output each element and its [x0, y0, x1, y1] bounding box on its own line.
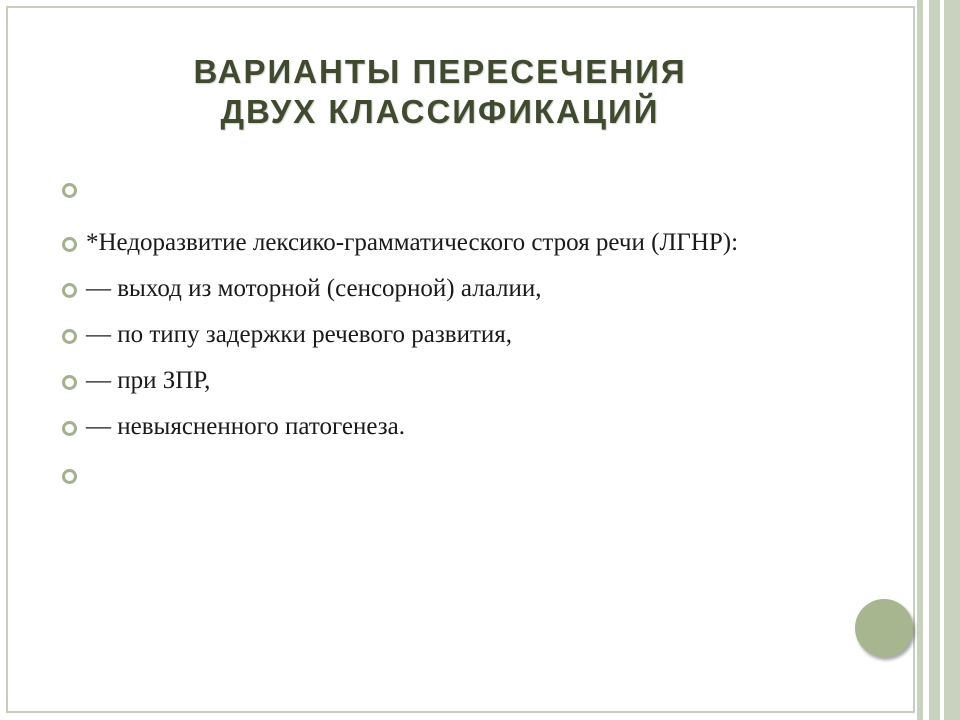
bullet-text: — по типу задержки речевого развития, — [86, 321, 513, 348]
list-item — [60, 318, 840, 352]
list-item — [60, 272, 840, 306]
list-item — [60, 410, 840, 444]
list-item — [60, 458, 840, 492]
bullet-text: — невыясненного патогенеза. — [86, 413, 405, 440]
title-line-1: ВАРИАНТЫ ПЕРЕСЕЧЕНИЯ — [193, 53, 687, 90]
bullet-circle-icon — [62, 375, 77, 390]
list-item — [60, 172, 840, 206]
bullet-circle-icon — [62, 329, 77, 344]
bullet-circle-icon — [62, 283, 77, 298]
list-item — [60, 226, 840, 260]
bullet-text: *Недоразвитие лексико-грамматического строя речи (ЛГНР): — [86, 229, 739, 256]
bullet-circle-icon — [62, 469, 77, 484]
stripe — [929, 0, 940, 720]
decorative-circle — [855, 599, 913, 657]
bullet-circle-icon — [62, 183, 77, 198]
bullet-circle-icon — [62, 237, 77, 252]
list-item — [60, 364, 840, 398]
bullet-text: — при ЗПР, — [86, 367, 211, 394]
bullet-circle-icon — [62, 421, 77, 436]
bullet-list — [60, 172, 840, 492]
stripe — [944, 0, 960, 720]
title-line-2: ДВУХ КЛАССИФИКАЦИЙ — [220, 93, 660, 130]
bullet-text: — выход из моторной (сенсорной) алалии, — [86, 275, 542, 302]
slide-title — [110, 52, 770, 132]
